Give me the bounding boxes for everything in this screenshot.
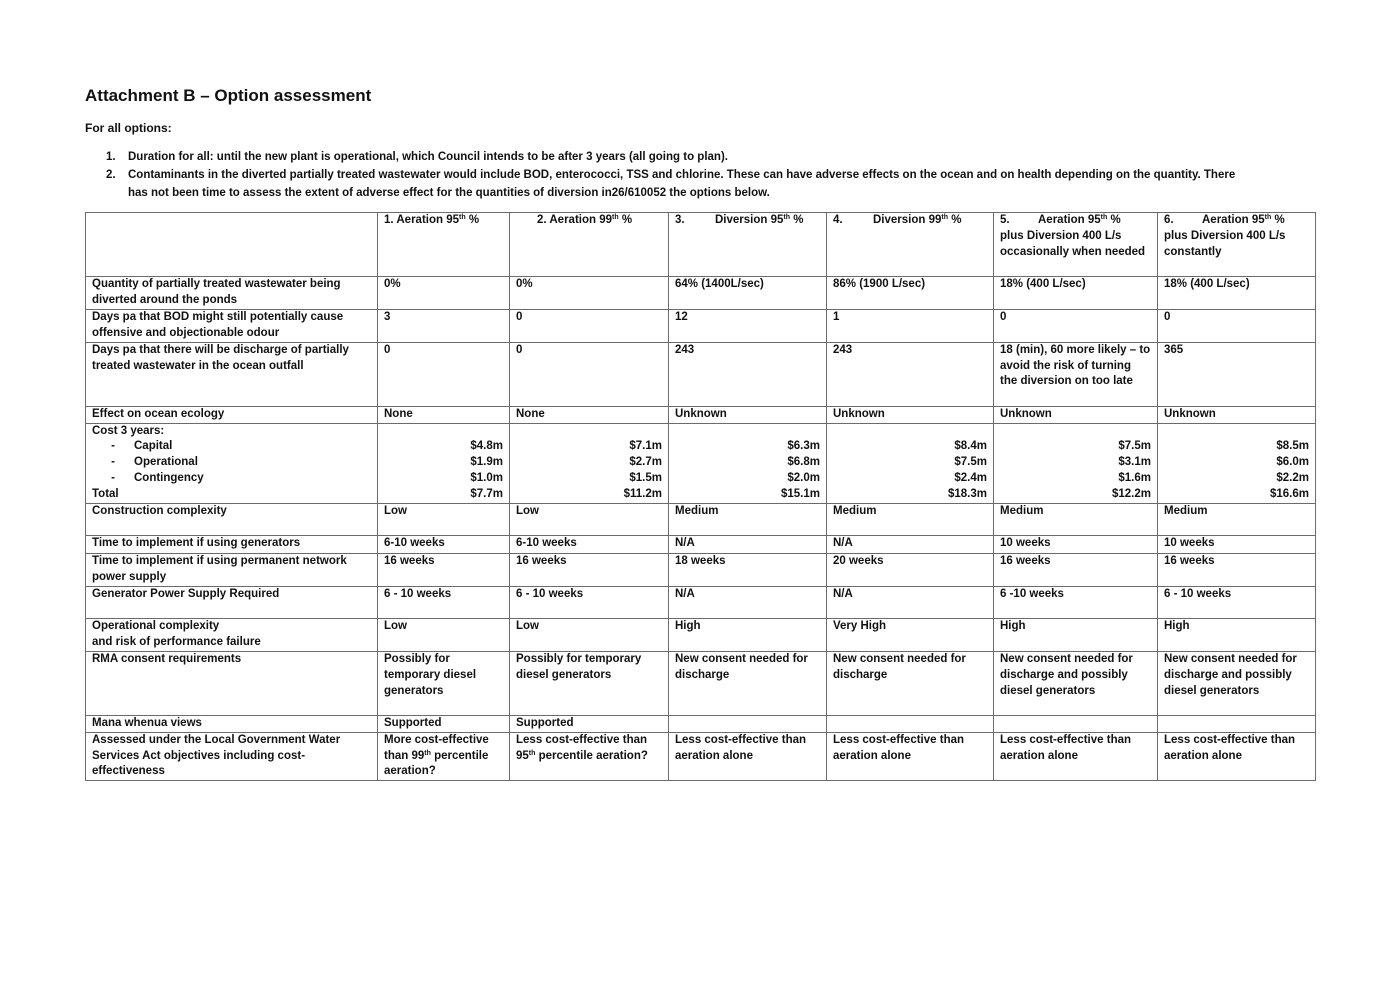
table-cell: None [378,406,510,423]
table-cell: 0% [378,277,510,310]
cost-cell: $7.1m $2.7m $1.5m $11.2m [510,423,669,504]
table-cell: New consent needed for discharge and possibly diesel generators [994,651,1158,715]
table-cell: Medium [1158,504,1316,536]
table-cell: Medium [994,504,1158,536]
cost-cell: $8.4m $7.5m $2.4m $18.3m [827,423,994,504]
table-cell: High [994,618,1158,651]
table-row-cost [86,423,1316,504]
table-cell: 16 weeks [378,554,510,587]
notes-list [85,148,1315,202]
table-cell: 20 weeks [827,554,994,587]
table-cell: 18 (min), 60 more likely – to avoid the risk of turning the diversion on too late [994,342,1158,406]
table-row-operational [86,618,1316,651]
table-cell: 6-10 weeks [510,536,669,554]
table-cell: Less cost-effective than aeration alone [669,732,827,781]
table-cell: Supported [378,715,510,732]
cost-cell: $4.8m $1.9m $1.0m $7.7m [378,423,510,504]
table-cell [827,715,994,732]
table-cell: 0 [994,309,1158,342]
row-label: RMA consent requirements [86,651,378,715]
table-row-ecology [86,406,1316,423]
table-cell: Less cost-effective than aeration alone [994,732,1158,781]
table-cell: 16 weeks [994,554,1158,587]
table-cell: Low [378,618,510,651]
table-cell: Supported [510,715,669,732]
table-cell: Less cost-effective than 95th percentile aeration? [510,732,669,781]
table-cell: More cost-effective than 99th percentile aeration? [378,732,510,781]
row-label: Construction complexity [86,504,378,536]
row-label: Mana whenua views [86,715,378,732]
table-row-rma [86,651,1316,715]
table-cell: None [510,406,669,423]
table-cell: 3 [378,309,510,342]
row-label: Time to implement if using generators [86,536,378,554]
cost-cell: $6.3m $6.8m $2.0m $15.1m [669,423,827,504]
table-cell: Possibly for temporary diesel generators [378,651,510,715]
note-text-line: Contaminants in the diverted partially treated wastewater would include BOD, enterococci, TSS and chlorine. These can have adverse effects on the ocean and on health depending on the quantity. There [128,169,1236,181]
cost-item-capital: - Capital [111,440,173,453]
table-row-generator-supply [86,586,1316,618]
table-cell: 18% (400 L/sec) [1158,277,1316,310]
table-cell: 6 - 10 weeks [378,586,510,618]
row-label: Time to implement if using permanent network power supply [86,554,378,587]
table-row-construction [86,504,1316,536]
table-cell: Low [510,504,669,536]
table-cell: Low [378,504,510,536]
table-cell [1158,715,1316,732]
table-cell: 0% [510,277,669,310]
note-text: Duration for all: until the new plant is operational, which Council intends to be after 3 years (all going to plan). [128,151,728,163]
table-cell: 12 [669,309,827,342]
table-row-time-network [86,554,1316,587]
header-option-5-extra: plus Diversion 400 L/s occasionally when needed [1000,229,1146,258]
row-label: Assessed under the Local Government Water Services Act objectives including cost-effectiveness [86,732,378,781]
option-assessment-table [85,212,1316,781]
header-option-5: 5. Aeration 95th % plus Diversion 400 L/s occasionally when needed [994,213,1158,277]
row-label: Days pa that BOD might still potentially cause offensive and objectionable odour [86,309,378,342]
table-cell: 6 - 10 weeks [1158,586,1316,618]
table-cell: Unknown [827,406,994,423]
table-cell: 10 weeks [994,536,1158,554]
table-cell: N/A [669,586,827,618]
header-blank-cell [86,213,378,277]
table-row-discharge [86,342,1316,406]
table-cell: 86% (1900 L/sec) [827,277,994,310]
table-cell [669,715,827,732]
table-cell: N/A [827,586,994,618]
header-option-4: 4. Diversion 99th % [827,213,994,277]
table-cell: N/A [827,536,994,554]
table-cell: 365 [1158,342,1316,406]
table-cell: 243 [827,342,994,406]
table-cell: High [1158,618,1316,651]
header-option-2: 2. Aeration 99th % [510,213,669,277]
table-cell: 0 [510,309,669,342]
table-cell: New consent needed for discharge [669,651,827,715]
table-cell: Less cost-effective than aeration alone [1158,732,1316,781]
table-cell: Unknown [669,406,827,423]
table-cell: 18 weeks [669,554,827,587]
table-cell: 0 [510,342,669,406]
header-option-6: 6. Aeration 95th % plus Diversion 400 L/s constantly [1158,213,1316,277]
header-row [86,213,1316,277]
cost-cell: $8.5m $6.0m $2.2m $16.6m [1158,423,1316,504]
table-row-quantity [86,277,1316,310]
header-option-3: 3. Diversion 95th % [669,213,827,277]
table-cell: Medium [669,504,827,536]
note-number: 2. [106,169,116,181]
header-option-1: 1. Aeration 95th % [378,213,510,277]
table-cell: Unknown [994,406,1158,423]
row-label: Quantity of partially treated wastewater being diverted around the ponds [86,277,378,310]
table-cell: 64% (1400L/sec) [669,277,827,310]
table-cell: Less cost-effective than aeration alone [827,732,994,781]
table-row-assessed [86,732,1316,781]
cost-total-label: Total [92,488,119,501]
table-cell: 0 [1158,309,1316,342]
table-cell: 18% (400 L/sec) [994,277,1158,310]
table-row-time-generators [86,536,1316,554]
table-cell: 1 [827,309,994,342]
note-item [85,166,1315,202]
table-cell: 6 -10 weeks [994,586,1158,618]
note-text-line: has not been time to assess the extent of adverse effect for the quantities of diversion in26/610052 the options below. [128,187,770,199]
table-cell: 16 weeks [510,554,669,587]
table-cell: N/A [669,536,827,554]
cost-item-contingency: - Contingency [111,472,204,485]
table-row-mana-whenua [86,715,1316,732]
table-cell: 10 weeks [1158,536,1316,554]
note-item [85,148,1315,166]
row-label: Generator Power Supply Required [86,586,378,618]
note-number: 1. [106,151,116,163]
table-cell: 243 [669,342,827,406]
row-label: Effect on ocean ecology [86,406,378,423]
table-cell: Medium [827,504,994,536]
table-cell: 6-10 weeks [378,536,510,554]
cost-heading: Cost 3 years: [92,424,165,437]
table-cell: Very High [827,618,994,651]
table-row-odour [86,309,1316,342]
cost-item-operational: - Operational [111,456,198,469]
row-label: Days pa that there will be discharge of partially treated wastewater in the ocean outfall [86,342,378,406]
table-cell: 0 [378,342,510,406]
page-title: Attachment B – Option assessment [85,86,372,105]
table-cell: Unknown [1158,406,1316,423]
table-cell: 16 weeks [1158,554,1316,587]
cost-cell: $7.5m $3.1m $1.6m $12.2m [994,423,1158,504]
cost-labels [86,423,378,504]
table-cell: New consent needed for discharge [827,651,994,715]
table-cell: High [669,618,827,651]
table-cell: New consent needed for discharge and possibly diesel generators [1158,651,1316,715]
table-cell: Possibly for temporary diesel generators [510,651,669,715]
table-cell: Low [510,618,669,651]
table-cell [994,715,1158,732]
table-cell: 6 - 10 weeks [510,586,669,618]
row-label: Operational complexity and risk of performance failure [86,618,378,651]
intro-text: For all options: [85,121,172,135]
header-option-6-extra: plus Diversion 400 L/s constantly [1164,229,1286,258]
